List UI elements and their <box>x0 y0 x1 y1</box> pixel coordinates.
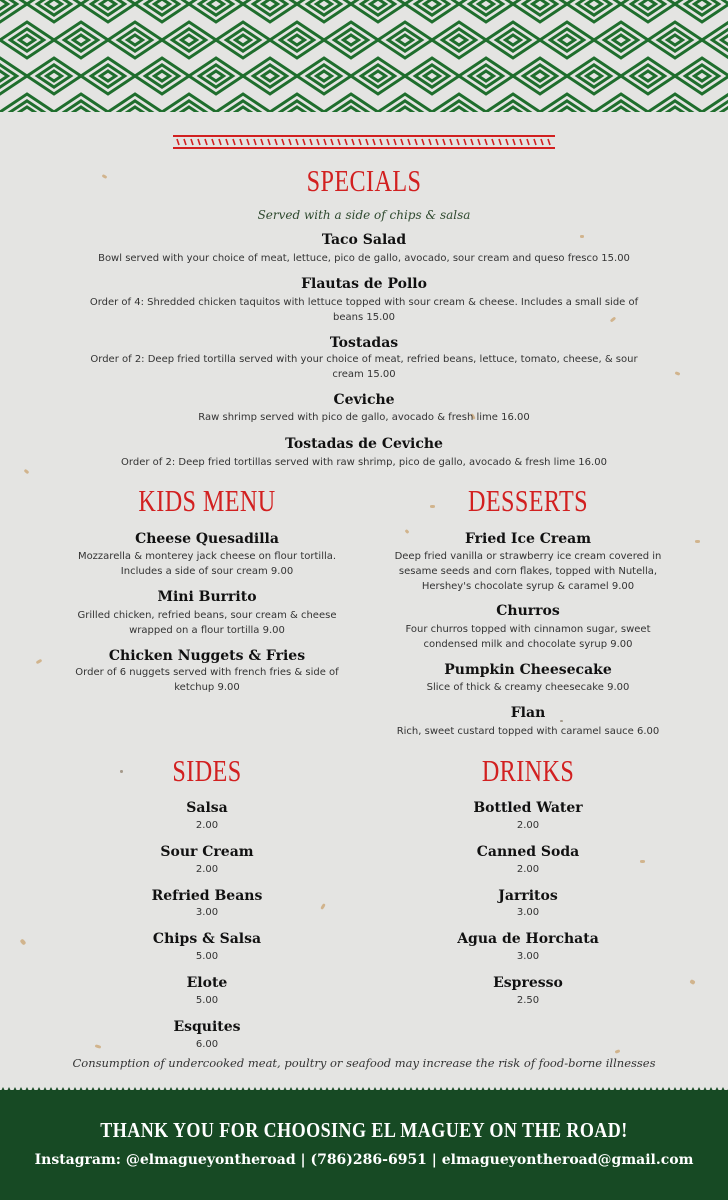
footer-contact-info: Instagram: @elmagueyontheroad | (786)286-6951 | elmagueyontheroad@gmail.com <box>34 1152 694 1168</box>
dessert-item-name: Churros <box>496 603 560 619</box>
specials-heading: SPECIALS <box>306 163 422 198</box>
kids-menu-heading: KIDS MENU <box>138 483 276 518</box>
drink-item-price: 2.00 <box>516 864 540 875</box>
side-item-name: Esquites <box>173 1019 241 1035</box>
drink-item-name: Jarritos <box>498 888 558 904</box>
drinks-heading: DRINKS <box>481 753 575 788</box>
specials-item-desc: Order of 4: Shredded chicken taquitos with lettuce topped with sour cream & cheese. Includes a small side of beans 15.00 <box>89 297 639 323</box>
side-item-price: 2.00 <box>195 864 219 875</box>
side-item-name: Elote <box>186 975 228 991</box>
drink-item-name: Bottled Water <box>473 800 583 816</box>
dessert-item-desc: Four churros topped with cinnamon sugar, sweet condensed milk and chocolate syrup 9.00 <box>405 624 651 650</box>
specials-item-desc: Order of 2: Deep fried tortilla served with your choice of meat, refried beans, lettuce, tomato, cheese, & sour cream 15.00 <box>90 354 638 380</box>
desserts-heading: DESSERTS <box>468 483 588 518</box>
specials-item-name: Ceviche <box>333 392 395 408</box>
side-item-price: 5.00 <box>195 951 219 962</box>
side-item-name: Refried Beans <box>151 888 263 904</box>
drink-item-price: 2.00 <box>516 820 540 831</box>
drink-item-name: Agua de Horchata <box>457 931 599 947</box>
specials-item-desc: Bowl served with your choice of meat, lettuce, pico de gallo, avocado, sour cream and queso fresco 15.00 <box>98 253 630 264</box>
side-item-name: Sour Cream <box>160 844 254 860</box>
specials-item-name: Tostadas <box>329 335 399 351</box>
dessert-item-name: Fried Ice Cream <box>464 531 592 547</box>
dessert-item-desc: Slice of thick & creamy cheesecake 9.00 <box>426 682 630 693</box>
drink-item-name: Canned Soda <box>476 844 580 860</box>
side-item-name: Chips & Salsa <box>152 931 262 947</box>
kids-item-name: Mini Burrito <box>157 589 257 605</box>
dessert-item-name: Flan <box>510 705 546 721</box>
drink-item-price: 3.00 <box>516 907 540 918</box>
side-item-price: 2.00 <box>195 820 219 831</box>
footer-bar <box>0 1090 728 1200</box>
side-item-name: Salsa <box>186 800 228 816</box>
specials-subtitle: Served with a side of chips & salsa <box>257 208 471 222</box>
kids-item-desc: Order of 6 nuggets served with french fries & side of ketchup 9.00 <box>75 667 339 693</box>
kids-item-name: Chicken Nuggets & Fries <box>108 648 306 664</box>
dessert-item-desc: Deep fried vanilla or strawberry ice cream covered in sesame seeds and corn flakes, topped with Nutella, Hershey's chocolate syrup & caramel 9.00 <box>394 551 662 592</box>
drink-item-price: 2.50 <box>516 995 540 1006</box>
dessert-item-desc: Rich, sweet custard topped with caramel sauce 6.00 <box>396 726 660 737</box>
kids-item-desc: Grilled chicken, refried beans, sour cream & cheese wrapped on a flour tortilla 9.00 <box>77 610 337 636</box>
specials-item-desc: Raw shrimp served with pico de gallo, avocado & fresh lime 16.00 <box>198 412 530 423</box>
side-item-price: 3.00 <box>195 907 219 918</box>
specials-item-name: Tostadas de Ceviche <box>285 436 443 452</box>
drink-item-name: Espresso <box>493 975 563 991</box>
food-safety-disclaimer: Consumption of undercooked meat, poultry or seafood may increase the risk of food-borne illnesses <box>72 1056 656 1070</box>
specials-item-name: Flautas de Pollo <box>301 276 427 292</box>
footer-thank-you: THANK YOU FOR CHOOSING EL MAGUEY ON THE ROAD! <box>100 1118 628 1142</box>
sides-heading: SIDES <box>172 753 242 788</box>
side-item-price: 6.00 <box>195 1039 219 1050</box>
kids-item-name: Cheese Quesadilla <box>135 531 279 547</box>
side-item-price: 5.00 <box>195 995 219 1006</box>
kids-item-desc: Mozzarella & monterey jack cheese on flour tortilla. Includes a side of sour cream 9.00 <box>77 551 337 577</box>
red-divider-rule <box>173 133 555 151</box>
specials-item-desc: Order of 2: Deep fried tortillas served with raw shrimp, pico de gallo, avocado & fresh lime 16.00 <box>121 457 607 468</box>
diamond-pattern-banner <box>0 0 728 112</box>
specials-item-name: Taco Salad <box>321 232 407 248</box>
dessert-item-name: Pumpkin Cheesecake <box>444 662 612 678</box>
drink-item-price: 3.00 <box>516 951 540 962</box>
